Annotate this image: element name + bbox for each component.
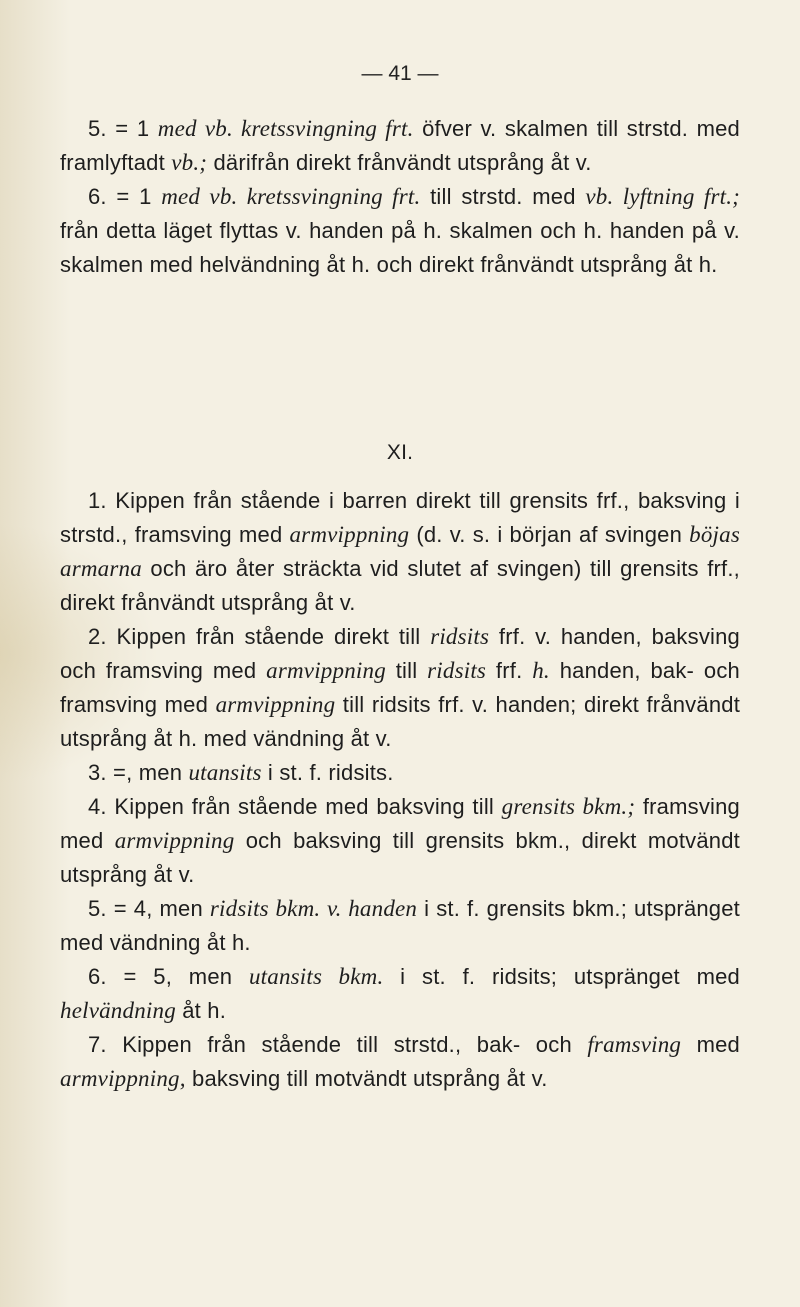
italic-text: utansits bkm. [248, 964, 384, 989]
paragraph [60, 756, 740, 790]
italic-text: ridsits [430, 624, 490, 649]
paragraph [60, 892, 740, 960]
paragraph [60, 620, 740, 756]
text-run: i st. f. ridsits. [261, 760, 394, 785]
paragraph [60, 180, 740, 282]
italic-text: med vb. kretssvingning frt. [161, 184, 421, 209]
italic-text: armvippning [215, 692, 336, 717]
text-run: öfver v. skalmen till strstd. med framlyftadt [60, 116, 740, 175]
text-run: 1. Kippen från stående i barren direkt till grensits frf., baksving i strstd., framsving med [60, 488, 740, 547]
text-run: 5. = 1 [88, 116, 158, 141]
italic-text: framsving [587, 1032, 682, 1057]
text-run: till strstd. med [420, 184, 586, 209]
section-top-text [60, 112, 740, 282]
paragraph [60, 112, 740, 180]
text-run: 3. =, men [88, 760, 189, 785]
section-xi [60, 418, 740, 1096]
text-run: framsving med [60, 794, 740, 853]
page-number: — 41 — [361, 62, 439, 85]
paragraph [60, 790, 740, 892]
text-run: till ridsits frf. v. handen; direkt frånvändt utsprång åt h. med vändning åt v. [60, 692, 741, 751]
text-run: från detta läget flyttas v. handen på h. skalmen och h. handen på v. skalmen med helvändning åt h. och direkt frånvändt utsprång åt h. [60, 218, 740, 277]
section-xi-paragraphs [60, 484, 740, 1096]
text-run: (d. v. s. i början af svingen [409, 522, 690, 547]
text-run: 7. Kippen från stående till strstd., bak- och [88, 1032, 588, 1057]
text-run: 6. = 5, men [88, 964, 249, 989]
section-heading: XI. [386, 441, 414, 464]
text-run: frf. [486, 658, 533, 683]
text-run: baksving till motvändt utsprång åt v. [185, 1066, 548, 1091]
text-run: 2. Kippen från stående direkt till [88, 624, 431, 649]
text-run: handen, bak- och framsving med [60, 658, 740, 717]
italic-text: armvippning [289, 522, 410, 547]
text-run: åt h. [175, 998, 227, 1023]
italic-text: grensits bkm.; [501, 794, 636, 819]
text-run: därifrån direkt frånvändt utsprång åt v. [207, 150, 592, 175]
italic-text: utansits [188, 760, 262, 785]
text-run: och äro åter sträckta vid slutet af svingen) till grensits frf., direkt frånvändt utsprång åt v. [60, 556, 740, 615]
italic-text: med vb. kretssvingning frt. [157, 116, 414, 141]
italic-text: vb.; [171, 150, 208, 175]
paragraph [60, 484, 740, 620]
italic-text: armvippning, [60, 1066, 186, 1091]
text-run: med [681, 1032, 740, 1057]
text-run: 5. = 4, men [88, 896, 210, 921]
text-run: till [385, 658, 428, 683]
italic-text: vb. lyftning frt.; [585, 184, 740, 209]
text-run: och baksving till grensits bkm., direkt motvändt utsprång åt v. [60, 828, 740, 887]
italic-text: böjas armarna [60, 522, 740, 581]
text-run: frf. v. handen, baksving och framsving med [60, 624, 740, 683]
text-run: 4. Kippen från stående med baksving till [88, 794, 502, 819]
italic-text: h. [532, 658, 550, 683]
italic-text: armvippning [266, 658, 386, 683]
paragraph [60, 1028, 740, 1096]
text-run: i st. f. grensits bkm.; utspränget med vändning åt h. [60, 896, 740, 955]
text-run: 6. = 1 [88, 184, 162, 209]
italic-text: armvippning [114, 828, 235, 853]
italic-text: ridsits bkm. v. handen [209, 896, 418, 921]
text-run: i st. f. ridsits; utspränget med [383, 964, 740, 989]
italic-text: helvändning [60, 998, 176, 1023]
italic-text: ridsits [427, 658, 487, 683]
paragraph [60, 960, 740, 1028]
